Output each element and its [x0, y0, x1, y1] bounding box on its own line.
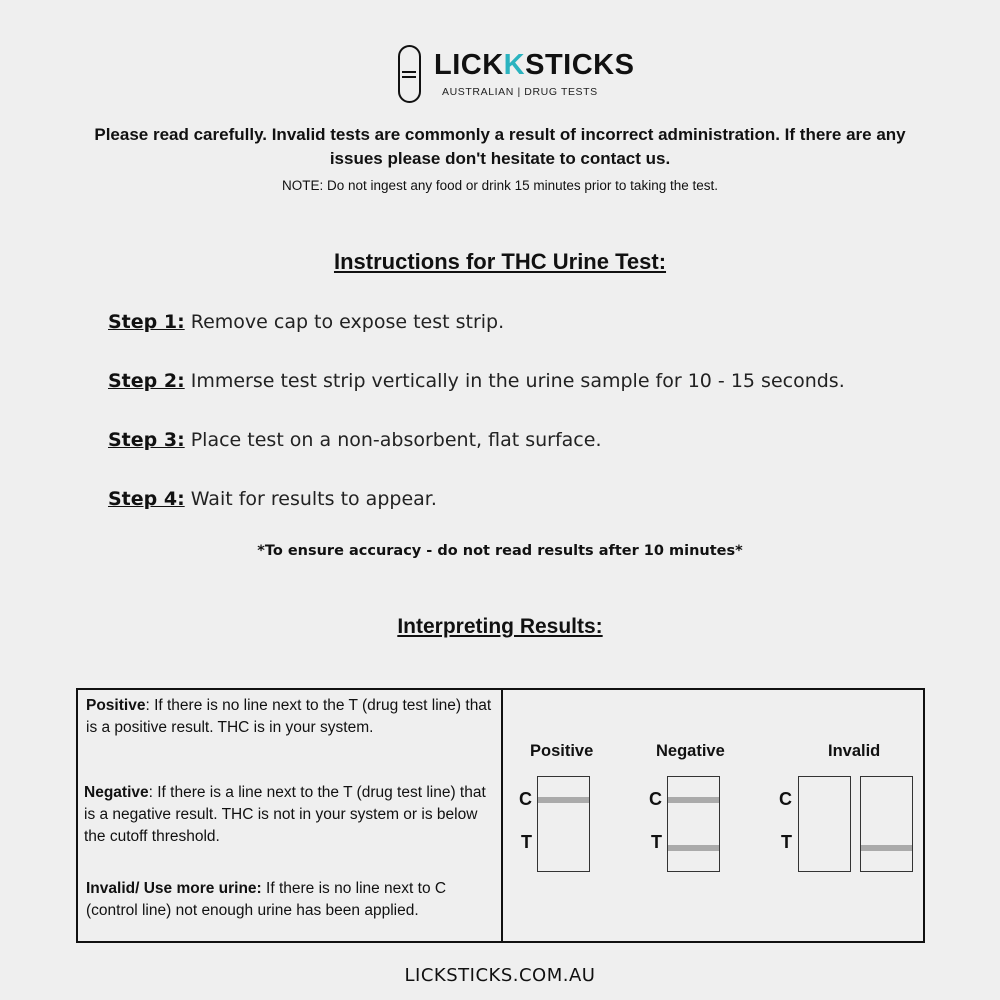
test-line — [861, 845, 912, 851]
brand-name — [434, 49, 634, 82]
results-title: Interpreting Results: — [397, 615, 603, 638]
footer-url[interactable]: LICKSTICKS.COM.AU — [404, 965, 596, 986]
step-text: Remove cap to expose test strip. — [184, 311, 505, 333]
brand-tagline: AUSTRALIAN | DRUG TESTS — [442, 86, 598, 98]
results-table — [76, 688, 925, 943]
step-label: Step 4: — [108, 488, 185, 510]
control-line — [668, 797, 719, 803]
c-marker: C — [519, 789, 532, 809]
negative-strip — [667, 776, 720, 872]
accuracy-note: *To ensure accuracy - do not read results after 10 minutes* — [257, 543, 743, 559]
step-text: Place test on a non-absorbent, flat surface. — [184, 429, 602, 451]
label: Invalid/ Use more urine: — [86, 880, 262, 897]
invalid-description — [86, 878, 486, 922]
step-4 — [108, 488, 437, 510]
text: If there is no line next to C (control line) not enough urine has been applied. — [86, 880, 447, 919]
text: : If there is a line next to the T (drug test line) that is a negative result. THC is not in your system or is below the cutoff threshold. — [84, 784, 486, 845]
logo — [398, 45, 635, 105]
warning-text: Please read carefully. Invalid tests are commonly a result of incorrect administration. If there are any issues please don't hesitate to contact us. — [94, 125, 906, 168]
label: Negative — [84, 784, 149, 801]
step-1 — [108, 311, 504, 333]
positive-label: Positive — [530, 742, 594, 760]
invalid-label: Invalid — [828, 742, 881, 760]
t-marker: T — [521, 832, 532, 852]
step-2 — [108, 370, 845, 392]
t-marker: T — [651, 832, 662, 852]
brand-part: STICKS — [525, 49, 635, 81]
text: : If there is no line next to the T (drug test line) that is a positive result. THC is in your system. — [86, 697, 492, 736]
brand-accent-k: K — [503, 49, 526, 81]
step-label: Step 1: — [108, 311, 185, 333]
control-line — [538, 797, 589, 803]
step-text: Wait for results to appear. — [184, 488, 437, 510]
positive-description — [86, 695, 501, 739]
note-text: NOTE: Do not ingest any food or drink 15 minutes prior to taking the test. — [282, 178, 718, 193]
positive-strip — [537, 776, 590, 872]
step-text: Immerse test strip vertically in the urine sample for 10 - 15 seconds. — [184, 370, 845, 392]
step-label: Step 2: — [108, 370, 185, 392]
test-line — [668, 845, 719, 851]
label: Positive — [86, 697, 146, 714]
negative-description — [84, 782, 499, 848]
c-marker: C — [649, 789, 662, 809]
invalid-strip-1 — [798, 776, 851, 872]
t-marker: T — [781, 832, 792, 852]
c-marker: C — [779, 789, 792, 809]
table-divider — [501, 690, 503, 941]
invalid-strip-2 — [860, 776, 913, 872]
negative-label: Negative — [656, 742, 725, 760]
brand-part: LICK — [434, 49, 504, 81]
step-3 — [108, 429, 601, 451]
pill-icon — [398, 45, 421, 103]
instructions-title: Instructions for THC Urine Test: — [333, 249, 667, 274]
step-label: Step 3: — [108, 429, 185, 451]
